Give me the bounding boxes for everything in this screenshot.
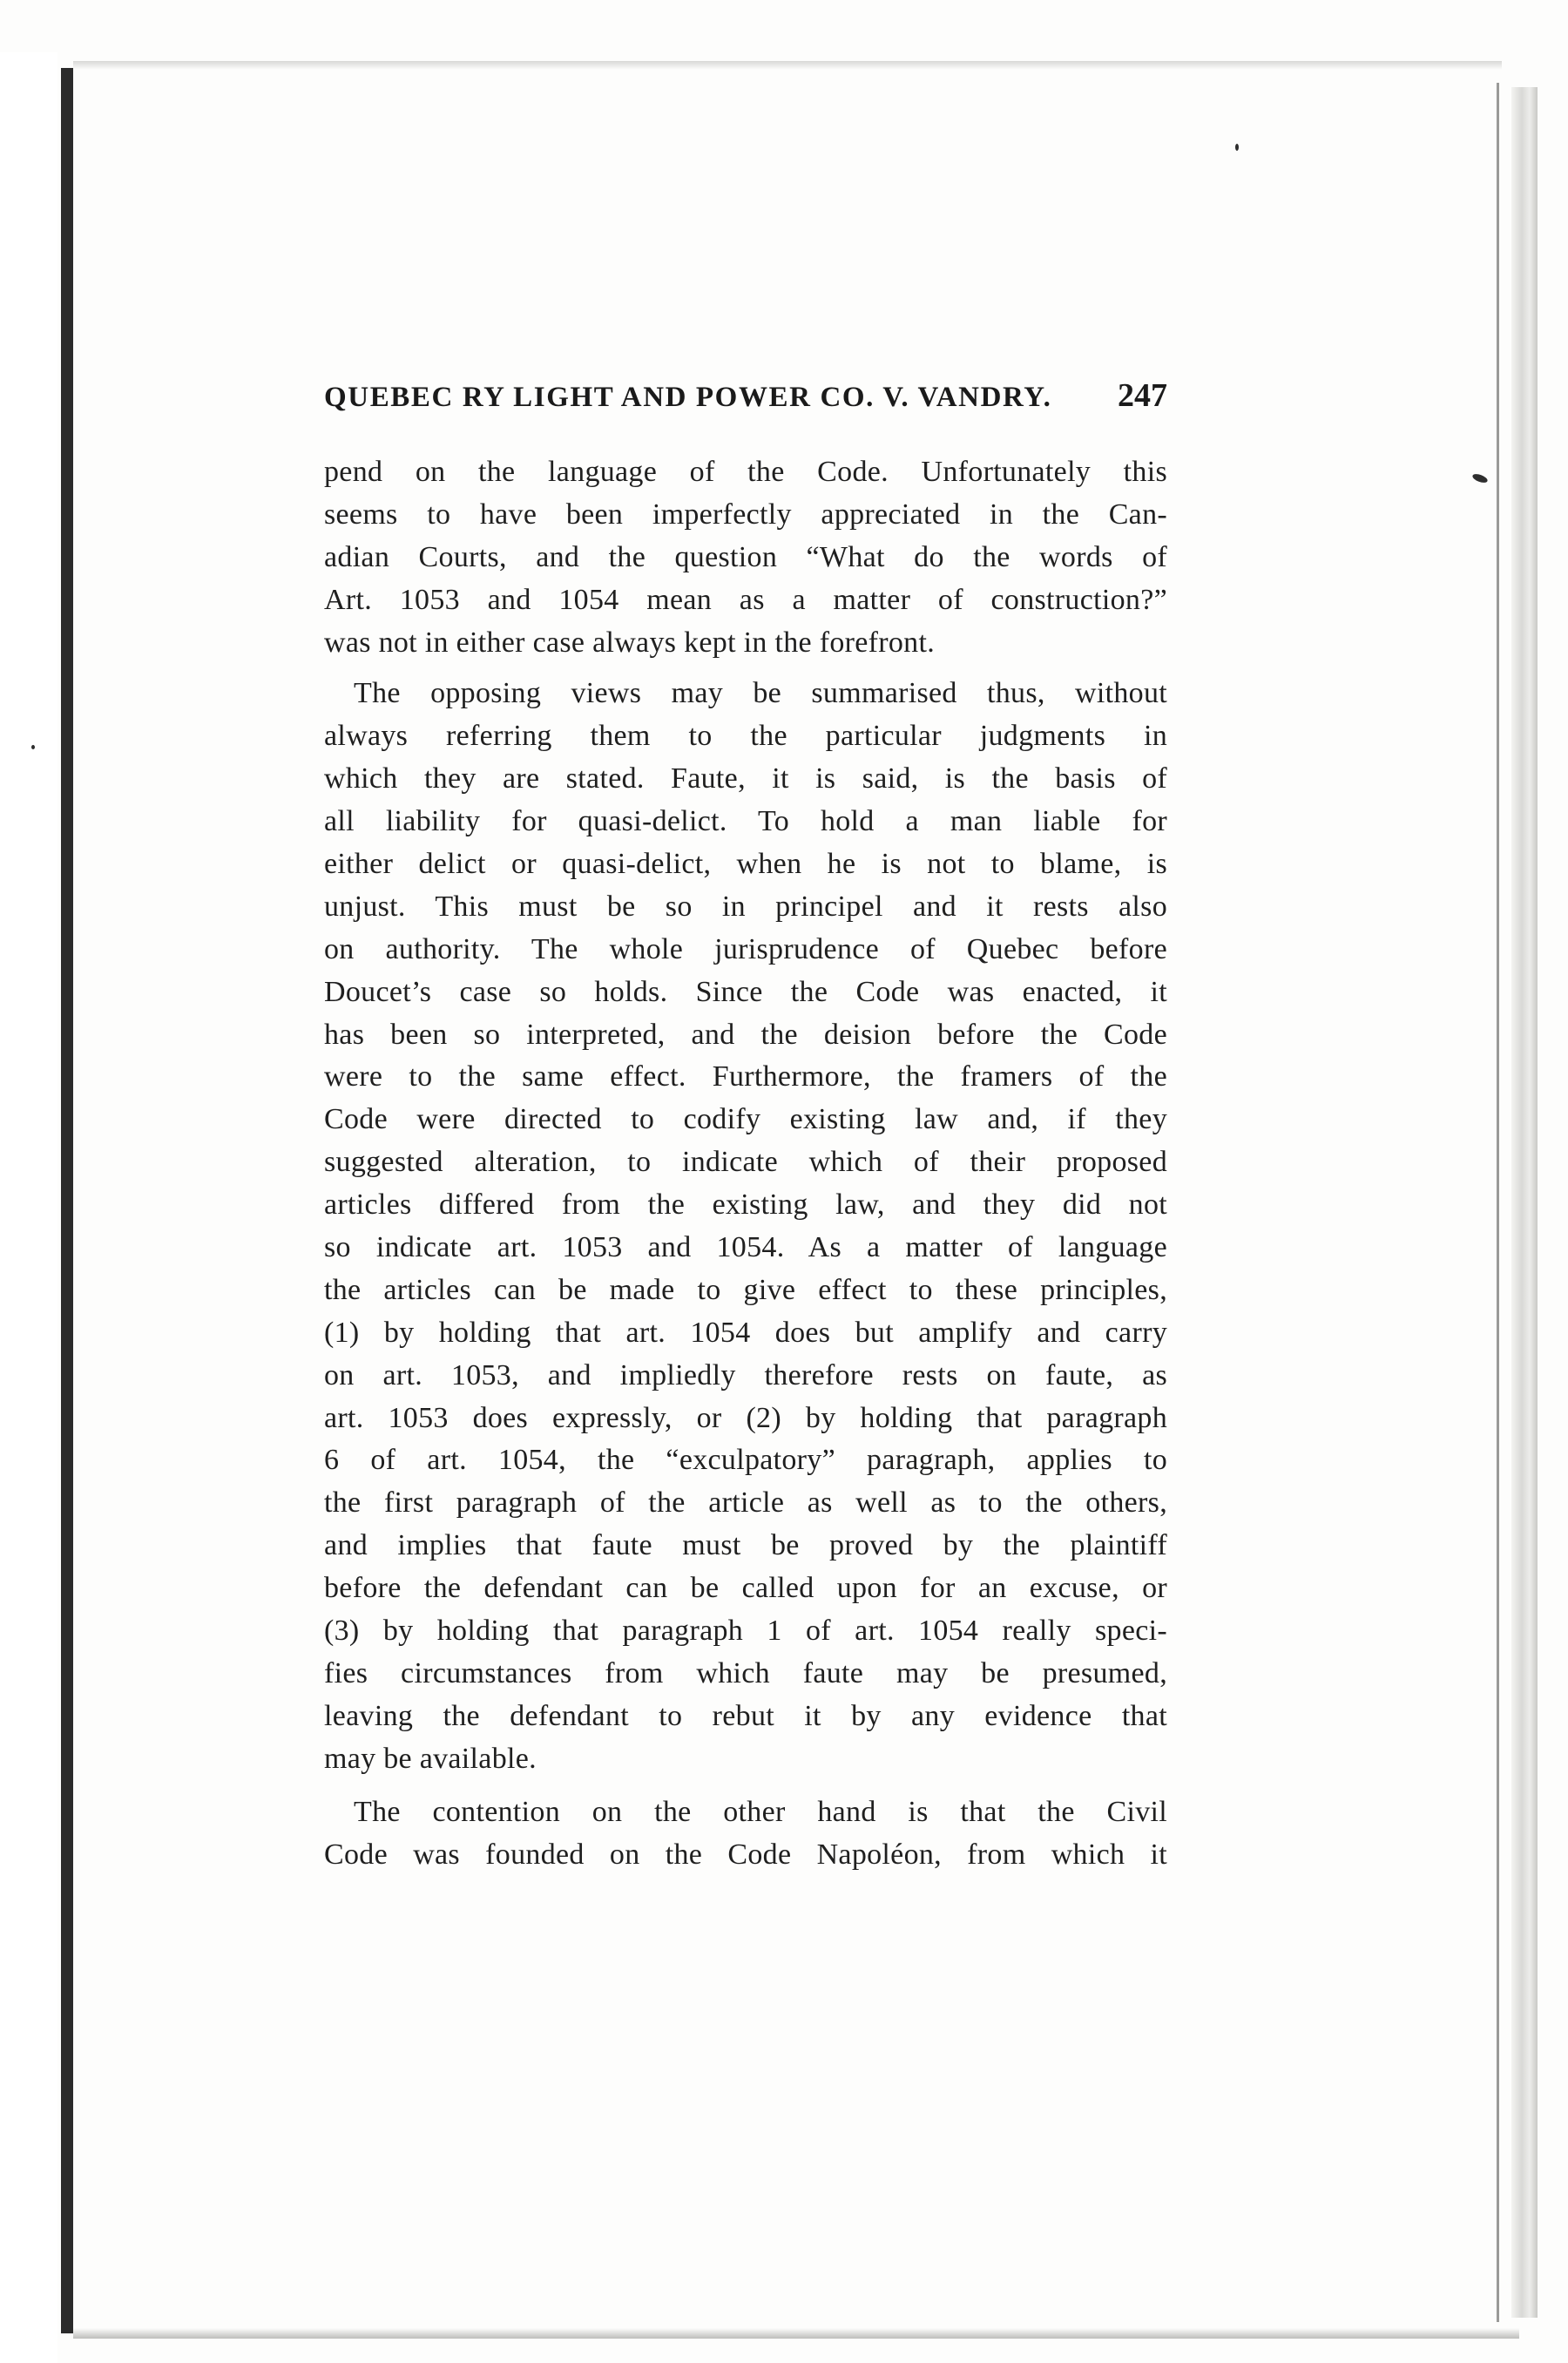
ink-speck [31, 745, 35, 749]
text-line: seems to have been imperfectly appreciated in the Can- [324, 498, 1167, 531]
text-line: articles differed from the existing law, and they did not [324, 1188, 1167, 1222]
text-line: 6 of art. 1054, the “exculpatory” paragraph, applies to [324, 1444, 1167, 1477]
text-line: Code were directed to codify existing law and, if they [324, 1103, 1167, 1136]
bottom-shadow [73, 2328, 1519, 2339]
paragraph-2 [324, 673, 1167, 1780]
text-line: may be available. [324, 1742, 537, 1775]
page-edge-stack [1511, 87, 1538, 2318]
text-line: always referring them to the particular judgments in [324, 720, 1167, 753]
text-line: were to the same effect. Furthermore, the framers of the [324, 1060, 1167, 1093]
text-line: which they are stated. Faute, it is said, is the basis of [324, 762, 1167, 796]
paragraph-1 [324, 451, 1167, 664]
text-line: and implies that faute must be proved by the plaintiff [324, 1529, 1167, 1562]
body-text [324, 451, 1167, 1876]
text-line: art. 1053 does expressly, or (2) by holding that paragraph [324, 1401, 1167, 1434]
text-line: fies circumstances from which faute may be presumed, [324, 1656, 1167, 1689]
binding-edge-line [61, 68, 73, 2333]
text-line: was not in either case always kept in the forefront. [324, 626, 936, 659]
text-line: unjust. This must be so in principel and it rests also [324, 890, 1167, 923]
ink-speck [1471, 472, 1489, 484]
text-line: on authority. The whole jurisprudence of Quebec before [324, 932, 1167, 965]
text-line: either delict or quasi-delict, when he is not to blame, is [324, 848, 1167, 881]
text-line: The contention on the other hand is that the Civil [354, 1795, 1167, 1828]
text-line: adian Courts, and the question “What do the words of [324, 540, 1167, 573]
paragraph-3 [324, 1791, 1167, 1877]
text-line: pend on the language of the Code. Unfortunately this [324, 456, 1167, 488]
ink-speck [1235, 144, 1239, 151]
text-line: leaving the defendant to rebut it by any evidence that [324, 1699, 1167, 1732]
page-number: 247 [1118, 377, 1167, 414]
top-shadow [73, 61, 1502, 70]
page-edge-line [1497, 83, 1499, 2322]
text-line: Doucet’s case so holds. Since the Code was enacted, it [324, 975, 1167, 1008]
text-line: has been so interpreted, and the deision before the Code [324, 1018, 1167, 1051]
text-line: (3) by holding that paragraph 1 of art. 1054 really speci- [324, 1615, 1167, 1648]
text-line: the first paragraph of the article as well as to the others, [324, 1486, 1167, 1520]
text-line: suggested alteration, to indicate which of their proposed [324, 1146, 1167, 1179]
running-header [324, 376, 1167, 415]
binding-margin [0, 52, 57, 2363]
text-line: the articles can be made to give effect to these principles, [324, 1273, 1167, 1306]
text-line: all liability for quasi-delict. To hold a man liable for [324, 805, 1167, 838]
running-title: QUEBEC RY LIGHT AND POWER CO. V. VANDRY. [324, 382, 1052, 413]
text-line: (1) by holding that art. 1054 does but amplify and carry [324, 1316, 1167, 1349]
text-line: so indicate art. 1053 and 1054. As a matter of language [324, 1231, 1167, 1264]
text-line: Code was founded on the Code Napoléon, from which it [324, 1838, 1167, 1871]
text-line: on art. 1053, and impliedly therefore rests on faute, as [324, 1358, 1167, 1391]
text-line: before the defendant can be called upon for an excuse, or [324, 1572, 1167, 1605]
text-line: The opposing views may be summarised thus, without [354, 677, 1167, 710]
text-line: Art. 1053 and 1054 mean as a matter of construction?” [324, 583, 1167, 616]
